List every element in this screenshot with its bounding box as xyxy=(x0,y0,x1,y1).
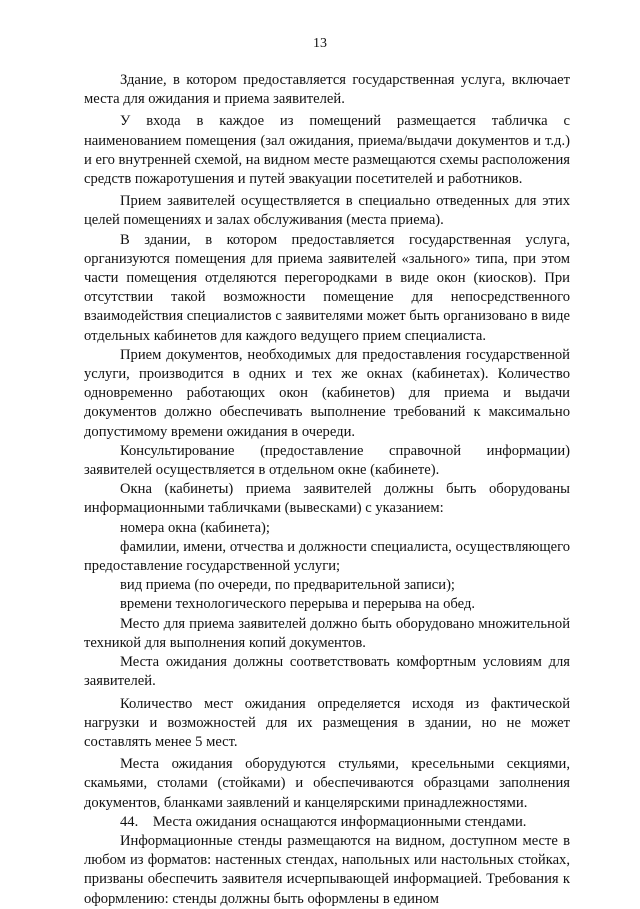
paragraph: Прием документов, необходимых для предоставления государственной услуги, производится в одних и тех же окнах (кабинетах). Количество одновременно работающих окон (кабинетов) для приема и выдачи документов должно обеспечивать выполнение требований к максимально допустимому времени ожидания в очереди. xyxy=(84,346,570,440)
numbered-paragraph: 44. Места ожидания оснащаются информационными стендами. xyxy=(120,813,527,830)
paragraph: У входа в каждое из помещений размещается табличка с наименованием помещения (зал ожидания, приема/выдачи документов и т.д.) и его внутренней схемой, на видном месте размещаются схемы расположения средств пожаротушения и путей эвакуации посетителей и работников. xyxy=(84,113,570,188)
paragraph: Место для приема заявителей должно быть оборудовано множительной техникой для выполнения копий документов. xyxy=(84,615,570,651)
paragraph: Окна (кабинеты) приема заявителей должны быть оборудованы информационными табличками (вывесками) с указанием: xyxy=(84,481,570,517)
paragraph: Прием заявителей осуществляется в специально отведенных для этих целей помещениях и залах обслуживания (места приема). xyxy=(84,193,570,229)
paragraph: Здание, в котором предоставляется государственная услуга, включает места для ожидания и приема заявителей. xyxy=(84,72,570,108)
paragraph: Места ожидания оборудуются стульями, кресельными секциями, скамьями, столами (стойками) и обеспечиваются образцами заполнения документов, бланками заявлений и канцелярскими принадлежностями. xyxy=(84,756,570,811)
paragraph: Места ожидания должны соответствовать комфортным условиям для заявителей. xyxy=(84,654,570,690)
document-body xyxy=(84,71,570,909)
page-number: 13 xyxy=(313,36,327,51)
list-item: времени технологического перерыва и перерыва на обед. xyxy=(120,596,476,613)
paragraph: Информационные стенды размещаются на видном, доступном месте в любом из форматов: настенных стендах, напольных или настольных стойках, призваны обеспечить заявителя исчерпывающей информацией. Требования к оформлению: стенды должны быть оформлены в едином xyxy=(84,832,570,907)
paragraph: Количество мест ожидания определяется исходя из фактической нагрузки и возможностей для их размещения в здании, но не может составлять менее 5 мест. xyxy=(84,695,570,750)
paragraph: В здании, в котором предоставляется государственная услуга, организуются помещения для приема заявителей «зального» типа, при этом части помещения отделяются перегородками в виде окон (киосков). При отсутствии такой возможности помещение для непосредственного взаимодействия специалистов с заявителями может быть организовано в виде отдельных кабинетов для каждого ведущего прием специалиста. xyxy=(84,231,570,344)
paragraph: Консультирование (предоставление справочной информации) заявителей осуществляется в отдельном окне (кабинете). xyxy=(84,442,570,479)
list-item: фамилии, имени, отчества и должности специалиста, осуществляющего предоставление государственной услуги; xyxy=(84,538,570,575)
list-item: номера окна (кабинета); xyxy=(120,519,270,536)
list-item: вид приема (по очереди, по предварительной записи); xyxy=(120,577,455,594)
